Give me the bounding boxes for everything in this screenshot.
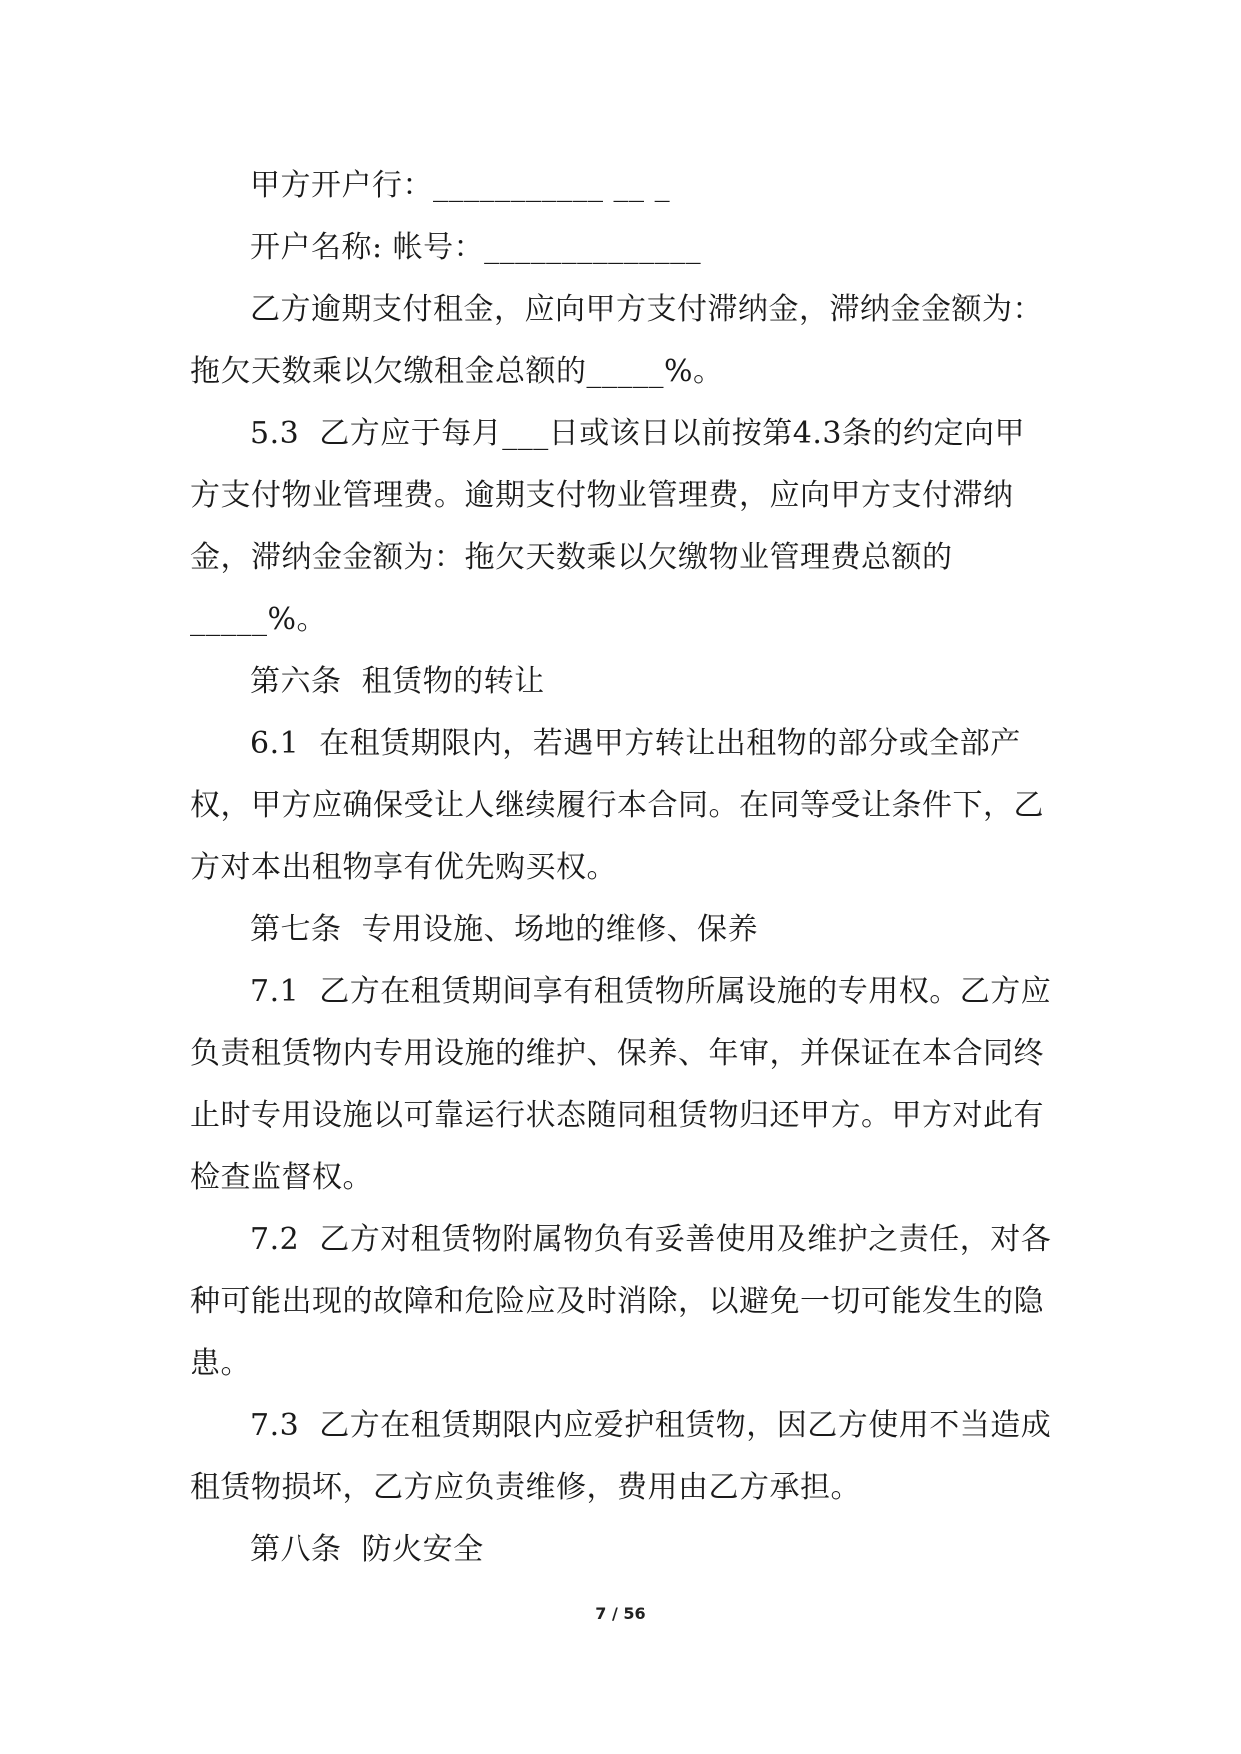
article-7-heading: 第七条 专用设施、场地的维修、保养: [250, 912, 759, 947]
document-body: [190, 155, 1055, 1581]
bank-account-line: 甲方开户行：___________ __ _: [250, 168, 671, 203]
clause-7-2: 7.2 乙方对租赁物附属物负有妥善使用及维护之责任，对各种可能出现的故障和危险应及时消除，以避免一切可能发生的隐患。: [190, 1222, 1052, 1381]
clause-6-1: 6.1 在租赁期限内，若遇甲方转让出租物的部分或全部产权，甲方应确保受让人继续履行本合同。在同等受让条件下，乙方对本出租物享有优先购买权。: [190, 726, 1044, 885]
article-6-heading: 第六条 租赁物的转让: [250, 664, 545, 699]
clause-7-1: 7.1 乙方在租赁期间享有租赁物所属设施的专用权。乙方应负责租赁物内专用设施的维护、保养、年审，并保证在本合同终止时专用设施以可靠运行状态随同租赁物归还甲方。甲方对此有检查监督权。: [190, 974, 1052, 1195]
account-name-line: 开户名称: 帐号：______________: [250, 230, 702, 265]
late-rent-paragraph: 乙方逾期支付租金，应向甲方支付滞纳金，滞纳金金额为：拖欠天数乘以欠缴租金总额的_____%。: [190, 292, 1043, 389]
article-8-heading: 第八条 防火安全: [250, 1532, 484, 1567]
clause-7-3: 7.3 乙方在租赁期限内应爱护租赁物，因乙方使用不当造成租赁物损坏，乙方应负责维修，费用由乙方承担。: [190, 1408, 1052, 1505]
clause-5-3: 5.3 乙方应于每月___日或该日以前按第4.3条的约定向甲方支付物业管理费。逾期支付物业管理费，应向甲方支付滞纳金，滞纳金金额为：拖欠天数乘以欠缴物业管理费总额的_____%。: [190, 416, 1025, 637]
page-number: 7 / 56: [595, 1604, 646, 1623]
